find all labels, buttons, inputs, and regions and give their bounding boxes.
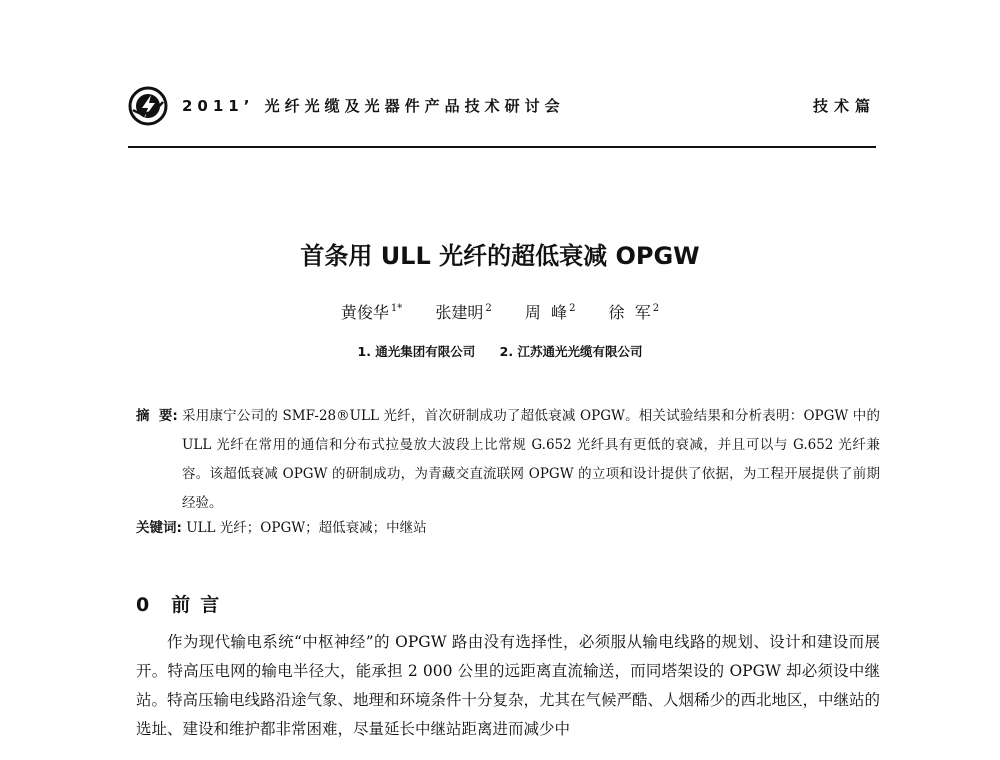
- author-name: 周 峰: [524, 303, 568, 322]
- running-header: [128, 86, 876, 126]
- author-affiliation-mark: 2: [652, 303, 660, 314]
- abstract: [136, 402, 880, 518]
- abstract-label: 摘 要:: [136, 408, 178, 424]
- section-title: 前言: [171, 594, 230, 616]
- author: [435, 300, 491, 323]
- affiliation: 2. 江苏通光光缆有限公司: [499, 344, 643, 359]
- author-name: 张建明: [435, 303, 484, 322]
- author-name: 徐 军: [608, 303, 651, 322]
- conference-logo-icon: [128, 86, 168, 126]
- keywords-label: 关键词:: [136, 520, 182, 536]
- author-list: [0, 300, 1000, 323]
- section-number: 0: [136, 594, 150, 616]
- paper-title: 首条用 ULL 光纤的超低衰减 OPGW: [300, 242, 700, 270]
- affiliation-list: [0, 342, 1000, 360]
- conference-title: 2011’ 光纤光缆及光器件产品技术研讨会: [182, 97, 565, 115]
- author-affiliation-mark: 1*: [390, 303, 403, 314]
- body-paragraph: 作为现代输电系统“中枢神经”的 OPGW 路由没有选择性，必须服从输电线路的规划、设计和建设而展开。特高压电网的输电半径大，能承担 2 000 公里的远距离直流输送，而同塔架设的 OPGW 却必须设中继站。特高压输电线路沿途气象、地理和环境条件十分复杂，尤其在气候严酷、人烟稀少的西北地区，中继站的选址、建设和维护都非常困难，尽量延长中继站距离进而减少中: [136, 633, 881, 738]
- author: [341, 300, 402, 323]
- author-affiliation-mark: 2: [569, 303, 576, 314]
- author: [609, 300, 660, 323]
- author-name: 黄俊华: [340, 303, 389, 322]
- affiliation: 1. 通光集团有限公司: [357, 344, 476, 359]
- keywords-text: ULL 光纤；OPGW；超低衰减；中继站: [186, 520, 427, 536]
- header-divider: [128, 146, 876, 148]
- keywords: [136, 518, 880, 538]
- author-affiliation-mark: 2: [485, 303, 492, 314]
- abstract-text: 采用康宁公司的 SMF-28®ULL 光纤，首次研制成功了超低衰减 OPGW。相关试验结果和分析表明：OPGW 中的 ULL 光纤在常用的通信和分布式拉曼放大波段上比常规 G.652 光纤具有更低的衰减，并且可以与 G.652 光纤兼容。该超低衰减 OPGW 的研制成功，为青藏交直流联网 OPGW 的立项和设计提供了依据，为工程开展提供了前期经验。: [182, 408, 880, 511]
- section-heading: [136, 590, 229, 617]
- author: [525, 300, 576, 323]
- section-category: 技术篇: [812, 97, 876, 115]
